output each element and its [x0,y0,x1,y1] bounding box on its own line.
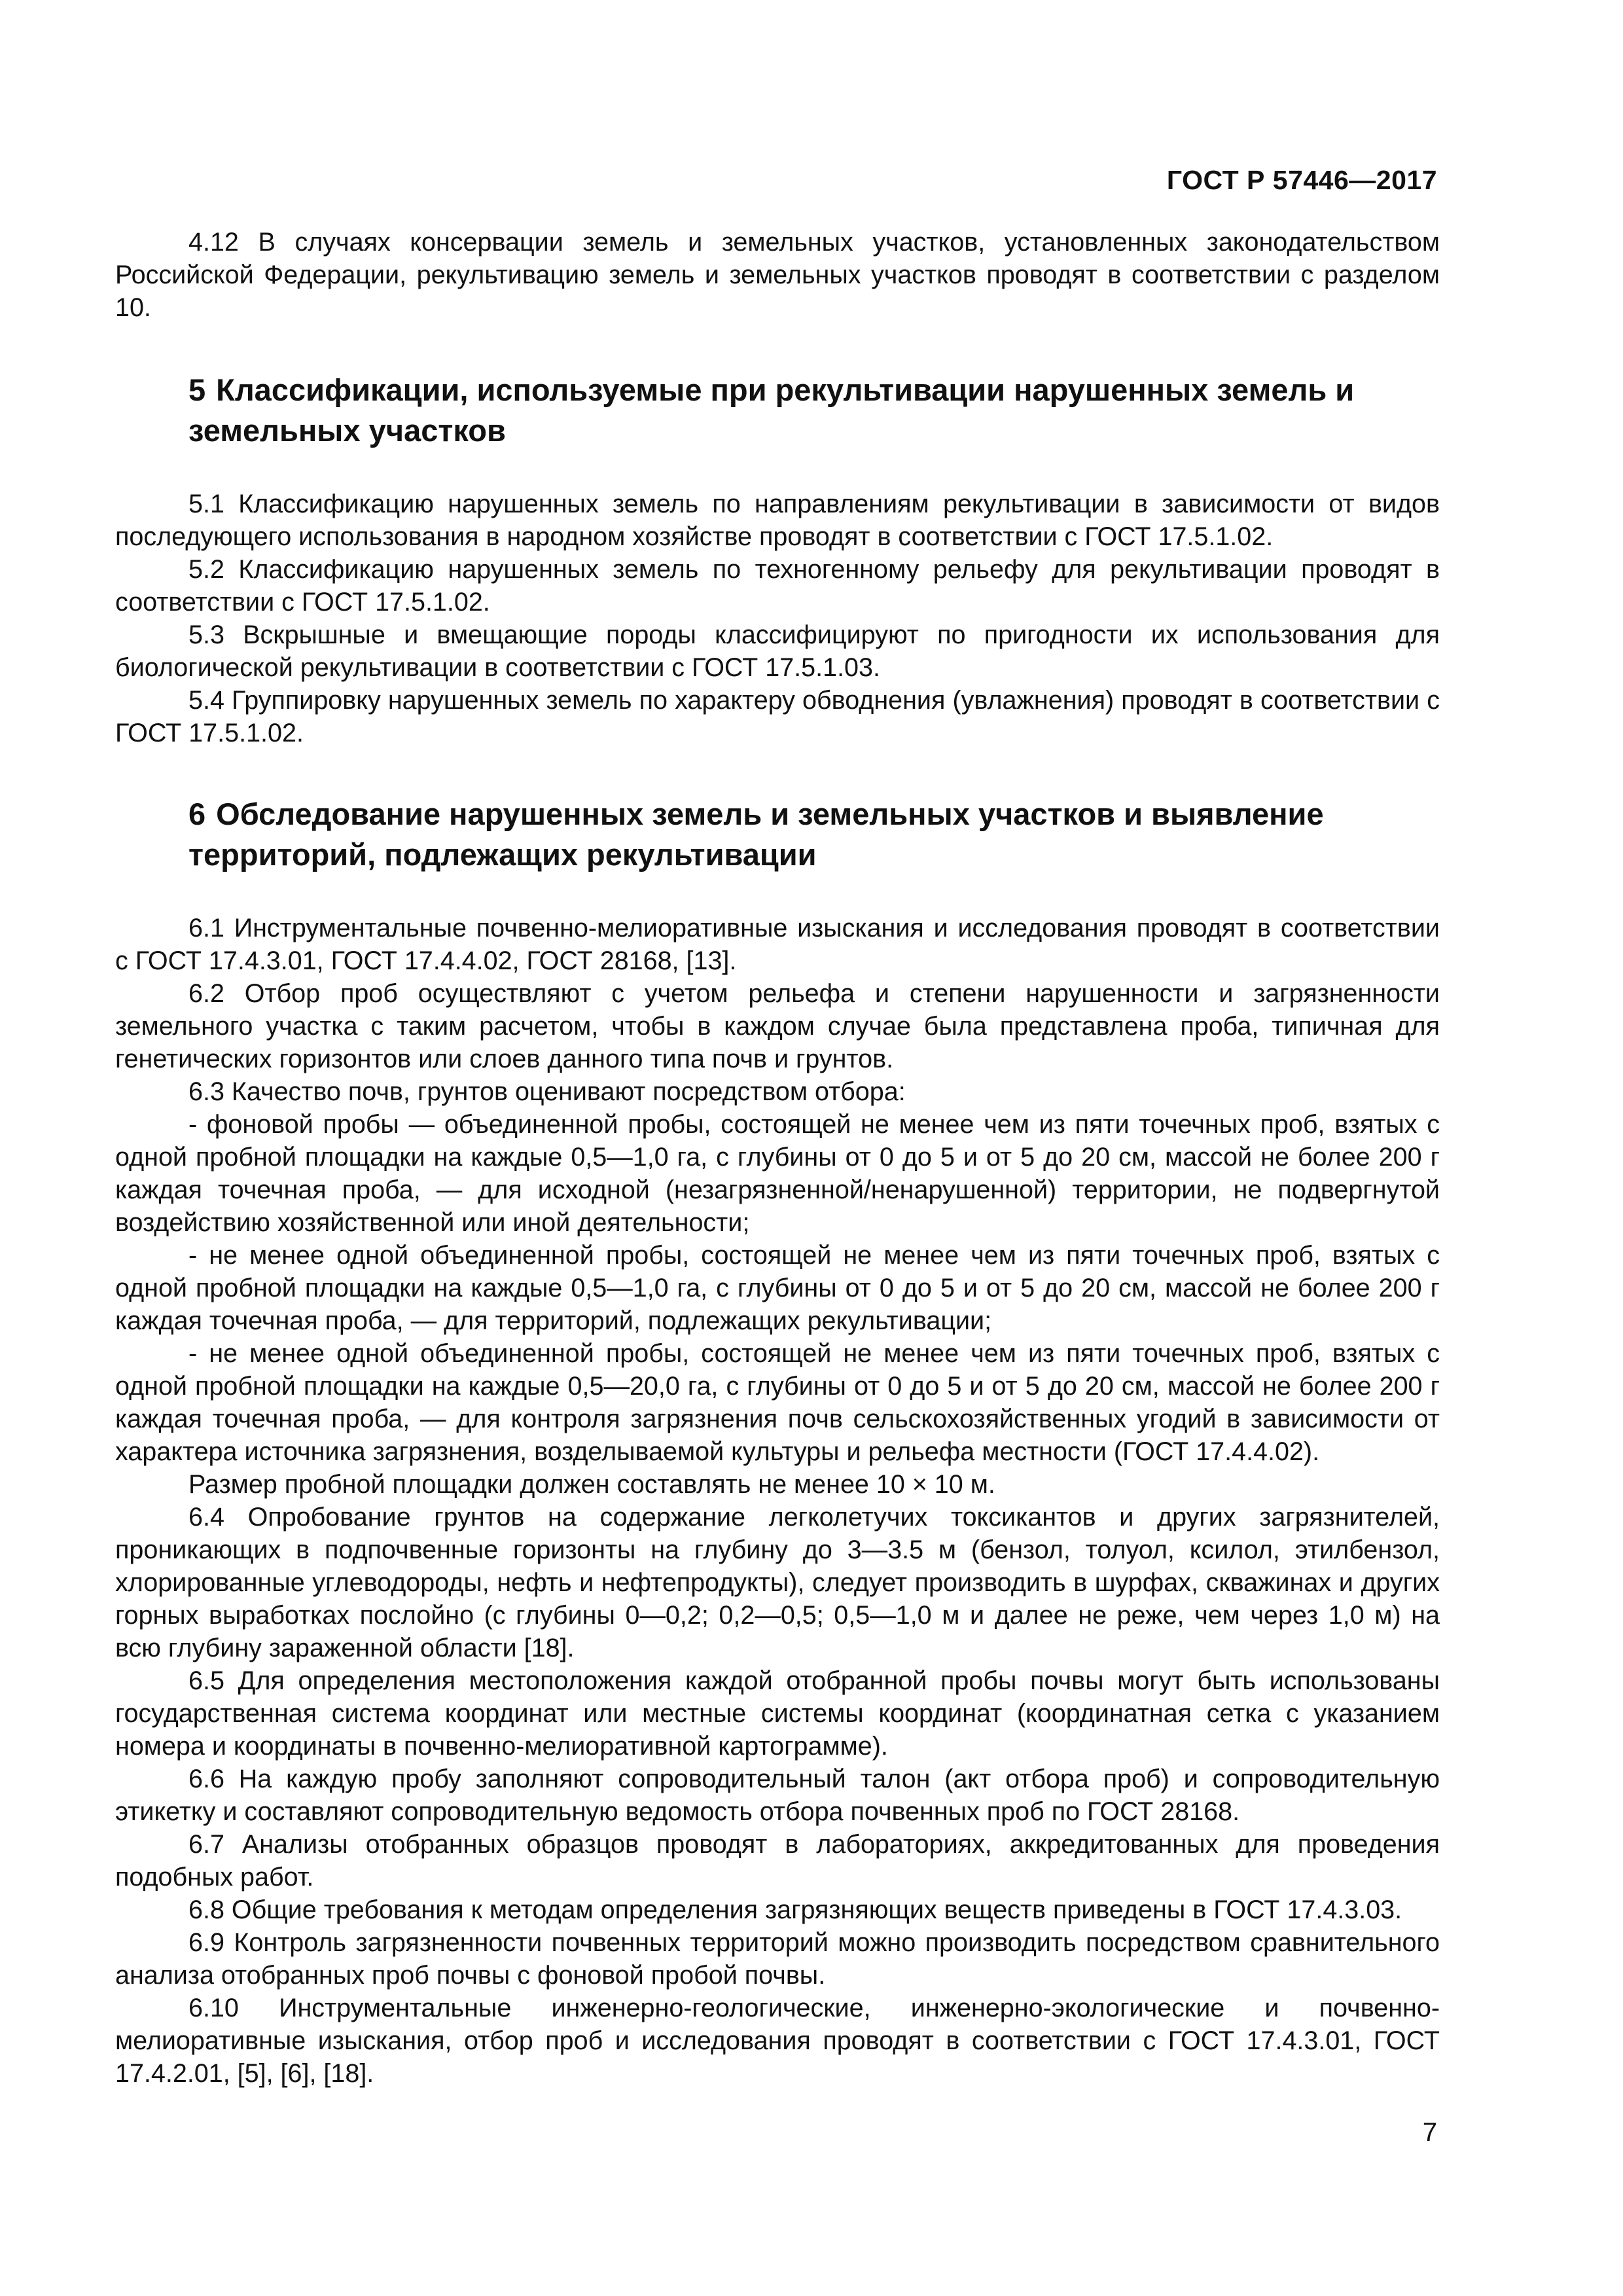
paragraph-5-1: 5.1 Классификацию нарушенных земель по направлениям рекультивации в зависимости от видов последующего использования в народном хозяйстве проводят в соответствии с ГОСТ 17.5.1.02. [115,490,1440,551]
list-item-reclamation-sample: - не менее одной объединенной пробы, состоящей не менее чем из пяти точечных проб, взятых с одной пробной площадки на каждые 0,5—1,0 га, с глубины от 0 до 5 и от 5 до 20 см, массой не более 200 г каждая точечная проба, — для территорий, подлежащих рекультивации; [115,1241,1440,1335]
document-code: ГОСТ Р 57446—2017 [1166,165,1437,195]
list-item-agricultural-sample: - не менее одной объединенной пробы, состоящей не менее чем из пяти точечных проб, взятых с одной пробной площадки на каждые 0,5—20,0 га, с глубины от 0 до 5 и от 5 до 20 см, массой не более 200 г каждая точечная проба, — для контроля загрязнения почв сельскохозяйственных угодий в зависимости от характера источника загрязнения, возделываемой культуры и рельефа местности (ГОСТ 17.4.4.02). [115,1339,1440,1466]
paragraph-6-4: 6.4 Опробование грунтов на содержание легколетучих токсикантов и других загрязнителей, проникающих в подпочвенные горизонты на глубину до 3—3.5 м (бензол, толуол, ксилол, этилбензол, хлорированные углеводороды, нефть и нефтепродукты), следует производить в шурфах, скважинах и других горных выработках послойно (с глубины 0—0,2; 0,2—0,5; 0,5—1,0 м и далее не реже, чем через 1,0 м) на всю глубину зараженной области [18]. [115,1503,1440,1662]
paragraph-5-2: 5.2 Классификацию нарушенных земель по техногенному рельефу для рекультивации проводят в соответствии с ГОСТ 17.5.1.02. [115,555,1440,617]
paragraph-6-6: 6.6 На каждую пробу заполняют сопроводительный талон (акт отбора проб) и сопроводительную этикетку и составляют сопроводительную ведомость отбора почвенных проб по ГОСТ 28168. [115,1765,1440,1826]
section-6-number: 6 [188,797,206,831]
paragraph-6-8: 6.8 Общие требования к методам определения загрязняющих веществ приведены в ГОСТ 17.4.3.03. [188,1895,1402,1924]
paragraph-6-10: 6.10 Инструментальные инженерно-геологические, инженерно-экологические и почвенно-мелиоративные изыскания, отбор проб и исследования проводят в соответствии с ГОСТ 17.4.3.01, ГОСТ 17.4.2.01, [5], [6], [18]. [115,1994,1440,2088]
section-5-heading [115,370,1440,451]
section-6-heading [115,794,1440,875]
paragraph-6-1: 6.1 Инструментальные почвенно-мелиоративные изыскания и исследования проводят в соответствии с ГОСТ 17.4.3.01, ГОСТ 17.4.4.02, ГОСТ 28168, [13]. [115,914,1440,975]
paragraph-6-7: 6.7 Анализы отобранных образцов проводят в лабораториях, аккредитованных для проведения подобных работ. [115,1830,1440,1892]
section-5-title: Классификации, используемые при рекультивации нарушенных земель и земельных участков [188,372,1355,448]
section-6-title: Обследование нарушенных земель и земельных участков и выявление территорий, подлежащих рекультивации [188,797,1324,872]
paragraph-6-2: 6.2 Отбор проб осуществляют с учетом рельефа и степени нарушенности и загрязненности земельного участка с таким расчетом, чтобы в каждом случае была представлена проба, типичная для генетических горизонтов или слоев данного типа почв и грунтов. [115,979,1440,1073]
page-number: 7 [1422,2118,1437,2147]
document-body [115,226,1440,2090]
paragraph-5-3: 5.3 Вскрышные и вмещающие породы классифицируют по пригодности их использования для биологической рекультивации в соответствии с ГОСТ 17.5.1.03. [115,620,1440,682]
section-5-number: 5 [188,372,206,407]
paragraph-plot-size: Размер пробной площадки должен составлять не менее 10 × 10 м. [188,1470,995,1499]
paragraph-4-12: 4.12 В случаях консервации земель и земельных участков, установленных законодательством Российской Федерации, рекультивацию земель и земельных участков проводят в соответствии с разделом 10. [115,228,1440,322]
paragraph-6-5: 6.5 Для определения местоположения каждой отобранной пробы почвы могут быть использованы государственная система координат или местные системы координат (координатная сетка с указанием номера и координаты в почвенно-мелиоративной картограмме). [115,1666,1440,1761]
paragraph-5-4: 5.4 Группировку нарушенных земель по характеру обводнения (увлажнения) проводят в соответствии с ГОСТ 17.5.1.02. [115,686,1440,747]
paragraph-6-3: 6.3 Качество почв, грунтов оценивают посредством отбора: [188,1077,906,1106]
list-item-background-sample: - фоновой пробы — объединенной пробы, состоящей не менее чем из пяти точечных проб, взятых с одной пробной площадки на каждые 0,5—1,0 га, с глубины от 0 до 5 и от 5 до 20 см, массой не более 200 г каждая точечная проба, — для исходной (незагрязненной/ненарушенной) территории, не подвергнутой воздействию хозяйственной или иной деятельности; [115,1110,1440,1237]
paragraph-6-9: 6.9 Контроль загрязненности почвенных территорий можно производить посредством сравнительного анализа отобранных проб почвы с фоновой пробой почвы. [115,1928,1440,1990]
